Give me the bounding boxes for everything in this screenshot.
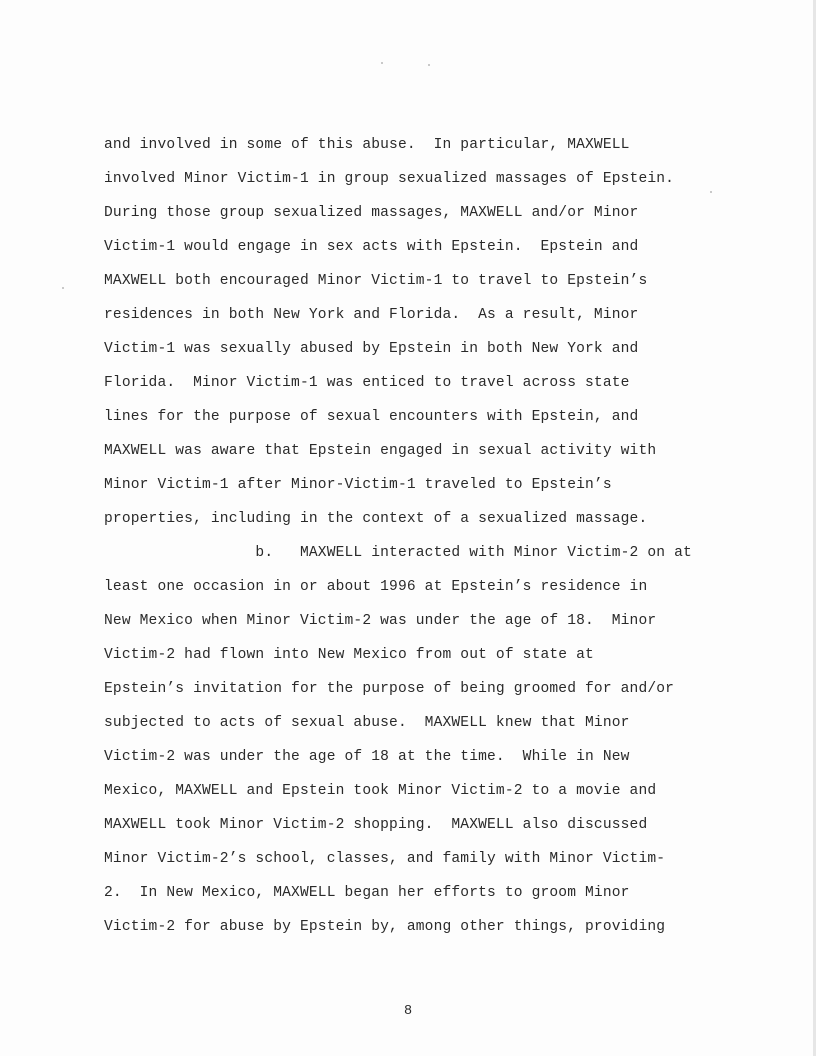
text-line: involved Minor Victim-1 in group sexualized massages of Epstein. — [104, 171, 675, 187]
text-line: and involved in some of this abuse. In particular, MAXWELL — [104, 137, 630, 153]
text-line: MAXWELL both encouraged Minor Victim-1 to travel to Epstein’s — [104, 273, 648, 289]
text-line: During those group sexualized massages, MAXWELL and/or Minor — [104, 205, 639, 221]
text-line: Victim-2 for abuse by Epstein by, among other things, providing — [104, 919, 666, 935]
scan-speck — [428, 64, 430, 66]
text-line: properties, including in the context of a sexualized massage. — [104, 511, 648, 527]
text-line: Florida. Minor Victim-1 was enticed to travel across state — [104, 375, 630, 391]
text-line: b. MAXWELL interacted with Minor Victim-2 on at — [104, 545, 692, 561]
page-number: 8 — [403, 1004, 413, 1019]
text-line: Minor Victim-1 after Minor-Victim-1 traveled to Epstein’s — [104, 477, 612, 493]
text-line: MAXWELL took Minor Victim-2 shopping. MAXWELL also discussed — [104, 817, 648, 833]
text-line: lines for the purpose of sexual encounters with Epstein, and — [104, 409, 639, 425]
scan-speck — [710, 191, 712, 193]
scan-speck — [62, 287, 64, 289]
text-line: Minor Victim-2’s school, classes, and family with Minor Victim- — [104, 851, 666, 867]
text-line: Victim-2 had flown into New Mexico from out of state at — [104, 647, 594, 663]
text-line: least one occasion in or about 1996 at Epstein’s residence in — [104, 579, 648, 595]
text-line: Victim-1 was sexually abused by Epstein in both New York and — [104, 341, 639, 357]
scan-speck — [381, 62, 383, 64]
text-line: Mexico, MAXWELL and Epstein took Minor Victim-2 to a movie and — [104, 783, 657, 799]
text-line: Epstein’s invitation for the purpose of being groomed for and/or — [104, 681, 675, 697]
body-text — [104, 128, 704, 944]
text-line: subjected to acts of sexual abuse. MAXWELL knew that Minor — [104, 715, 630, 731]
text-line: MAXWELL was aware that Epstein engaged in sexual activity with — [104, 443, 657, 459]
text-line: residences in both New York and Florida. As a result, Minor — [104, 307, 639, 323]
text-line: 2. In New Mexico, MAXWELL began her efforts to groom Minor — [104, 885, 630, 901]
text-line: Victim-2 was under the age of 18 at the time. While in New — [104, 749, 630, 765]
text-line: New Mexico when Minor Victim-2 was under the age of 18. Minor — [104, 613, 657, 629]
text-line: Victim-1 would engage in sex acts with Epstein. Epstein and — [104, 239, 639, 255]
